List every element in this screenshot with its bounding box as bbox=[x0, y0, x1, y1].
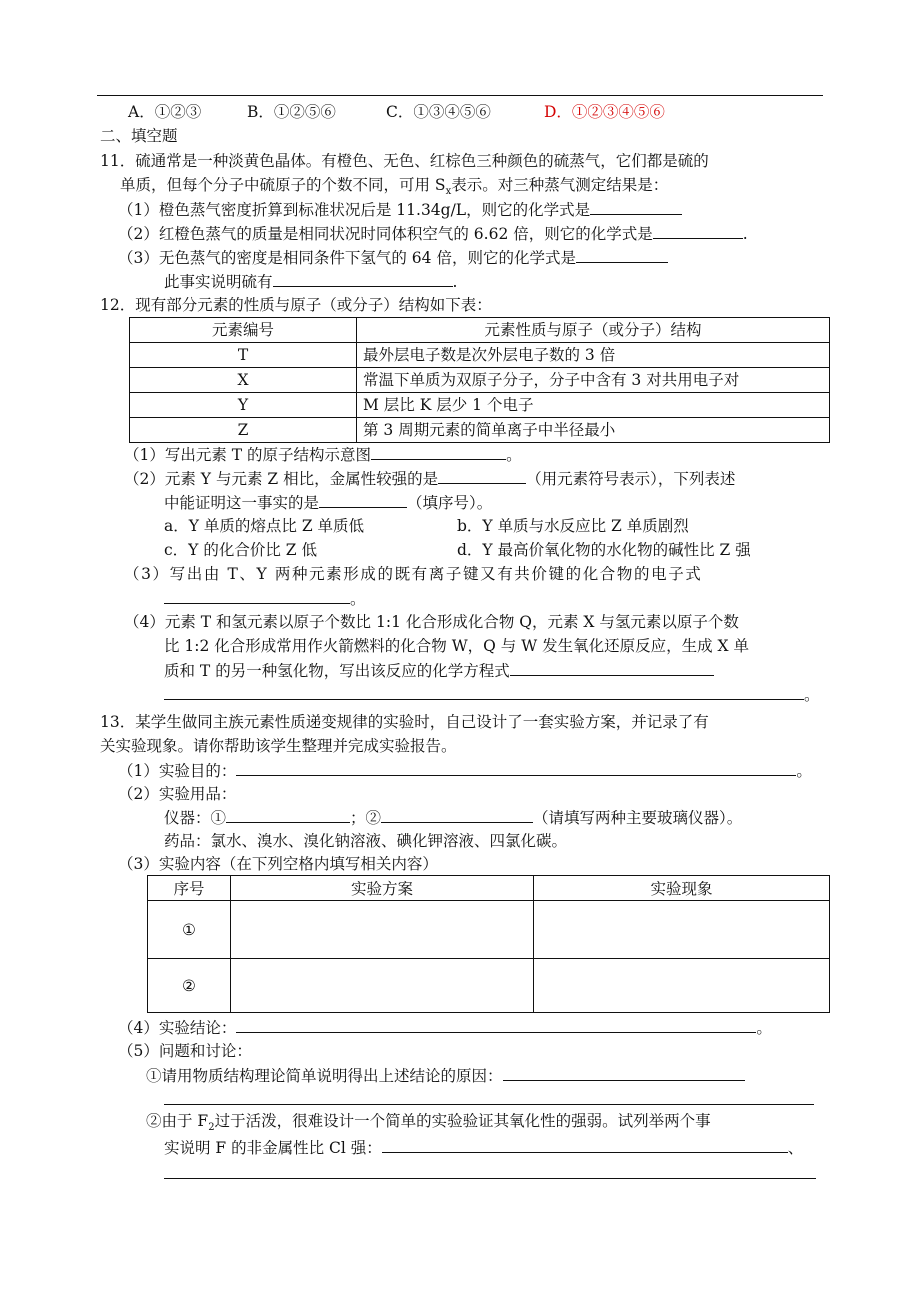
answer-blank[interactable] bbox=[236, 1016, 756, 1033]
q12-intro: 12．现有部分元素的性质与原子（或分子）结构如下表： bbox=[100, 296, 492, 314]
option-b: B．①②⑤⑥ bbox=[247, 103, 336, 121]
answer-blank[interactable] bbox=[438, 467, 526, 484]
plan-cell[interactable] bbox=[231, 959, 534, 1013]
q13-part2: （2）实验用品： bbox=[118, 785, 237, 803]
observation-cell[interactable] bbox=[534, 959, 830, 1013]
q11-part3: （3）无色蒸气的密度是相同条件下氢气的 64 倍，则它的化学式是 bbox=[118, 246, 668, 269]
q11-line1: 11．硫通常是一种淡黄色晶体。有橙色、无色、红棕色三种颜色的硫蒸气，它们都是硫的 bbox=[100, 152, 709, 170]
q11-part4: 此事实说明硫有 . bbox=[164, 270, 457, 293]
observation-cell[interactable] bbox=[534, 901, 830, 959]
q13-part1: （1）实验目的： 。 bbox=[118, 759, 812, 782]
answer-blank[interactable] bbox=[226, 806, 350, 823]
table-row: ② bbox=[148, 959, 830, 1013]
q12-part4-line1: （4）元素 T 和氢元素以原子个数比 1:1 化合形成化合物 Q，元素 X 与氢元素以原子个数 bbox=[124, 613, 739, 631]
answer-blank[interactable] bbox=[503, 1064, 745, 1081]
q12-option-b: b．Y 单质与水反应比 Z 单质剧烈 bbox=[457, 517, 689, 535]
q13-part3: （3）实验内容（在下列空格内填写相关内容） bbox=[118, 855, 438, 873]
q11-part1: （1）橙色蒸气密度折算到标准状况后是 11.34g/L，则它的化学式是 bbox=[118, 198, 682, 221]
table-header: 序号 bbox=[148, 876, 231, 901]
option-a: A．①②③ bbox=[128, 103, 202, 121]
table-header: 实验现象 bbox=[534, 876, 830, 901]
q12-part4-line3: 质和 T 的另一种氢化物，写出该反应的化学方程式 bbox=[164, 659, 714, 682]
answer-line bbox=[164, 1104, 814, 1105]
q12-part2-cont: 中能证明这一事实的是 （填序号）。 bbox=[164, 491, 492, 514]
q13-instruments: 仪器：① ；② （请填写两种主要玻璃仪器）。 bbox=[164, 806, 742, 829]
answer-blank[interactable] bbox=[382, 1136, 788, 1153]
answer-blank[interactable] bbox=[164, 683, 804, 700]
table-row: Y M 层比 K 层少 1 个电子 bbox=[130, 393, 830, 418]
q13-discussion2-cont: 实说明 F 的非金属性比 Cl 强： 、 bbox=[164, 1136, 803, 1159]
q12-option-d: d．Y 最高价氧化物的水化物的碱性比 Z 强 bbox=[457, 541, 751, 559]
q12-part4-line2: 比 1:2 化合形成常用作火箭燃料的化合物 W，Q 与 W 发生氧化还原反应，生成 X 单 bbox=[164, 637, 749, 655]
table-header: 实验方案 bbox=[231, 876, 534, 901]
answer-blank[interactable] bbox=[510, 659, 714, 676]
answer-blank[interactable] bbox=[576, 246, 668, 263]
q13-reagents: 药品：氯水、溴水、溴化钠溶液、碘化钾溶液、四氯化碳。 bbox=[164, 832, 568, 850]
answer-line bbox=[164, 1178, 816, 1179]
answer-blank[interactable] bbox=[653, 222, 743, 239]
q13-part5: （5）问题和讨论： bbox=[118, 1042, 252, 1060]
answer-blank[interactable] bbox=[236, 759, 796, 776]
q13-discussion1: ①请用物质结构理论简单说明得出上述结论的原因： bbox=[146, 1064, 745, 1087]
answer-blank[interactable] bbox=[273, 270, 453, 287]
element-table bbox=[129, 317, 830, 443]
table-row: X 常温下单质为双原子分子，分子中含有 3 对共用电子对 bbox=[130, 368, 830, 393]
table-header: 元素性质与原子（或分子）结构 bbox=[357, 318, 830, 343]
table-header: 元素编号 bbox=[130, 318, 357, 343]
section-title: 二、填空题 bbox=[100, 127, 178, 145]
option-c: C．①③④⑤⑥ bbox=[386, 103, 491, 121]
q12-part2: （2）元素 Y 与元素 Z 相比，金属性较强的是 （用元素符号表示），下列表述 bbox=[124, 467, 735, 490]
q13-line2: 关实验现象。请你帮助该学生整理并完成实验报告。 bbox=[100, 737, 457, 755]
q12-part3-blank: 。 bbox=[164, 587, 366, 610]
q12-option-c: c．Y 的化合价比 Z 低 bbox=[164, 541, 317, 559]
q12-option-a: a．Y 单质的熔点比 Z 单质低 bbox=[164, 517, 365, 535]
q13-part4: （4）实验结论： 。 bbox=[118, 1016, 772, 1039]
answer-blank[interactable] bbox=[381, 806, 533, 823]
table-row: ① bbox=[148, 901, 830, 959]
q11-line2: 单质，但每个分子中硫原子的个数不同，可用 $S_x$表示。对三种蒸气测定结果是： bbox=[120, 176, 669, 198]
q13-line1: 13．某学生做同主族元素性质递变规律的实验时，自己设计了一套实验方案，并记录了有 bbox=[100, 713, 709, 731]
experiment-table bbox=[147, 875, 830, 1013]
q12-part1: （1）写出元素 T 的原子结构示意图 。 bbox=[124, 443, 522, 466]
answer-blank[interactable] bbox=[371, 443, 506, 460]
q12-part3: （3）写出由 T、Y 两种元素形成的既有离子键又有共价键的化合物的电子式 bbox=[124, 565, 703, 583]
table-row: Z 第 3 周期元素的简单离子中半径最小 bbox=[130, 418, 830, 443]
q13-discussion2: ②由于 $F_2$过于活泼，很难设计一个简单的实验验证其氧化性的强弱。试列举两个事 bbox=[146, 1112, 711, 1134]
plan-cell[interactable] bbox=[231, 901, 534, 959]
q11-part2: （2）红橙色蒸气的质量是相同状况时同体积空气的 6.62 倍，则它的化学式是 . bbox=[118, 222, 748, 245]
header-rule bbox=[97, 95, 823, 96]
answer-blank[interactable] bbox=[164, 587, 350, 604]
q12-part4-blank: 。 bbox=[164, 683, 820, 706]
option-d-answer: D．①②③④⑤⑥ bbox=[544, 103, 665, 121]
answer-blank[interactable] bbox=[590, 198, 682, 215]
answer-blank[interactable] bbox=[319, 491, 407, 508]
table-row: T 最外层电子数是次外层电子数的 3 倍 bbox=[130, 343, 830, 368]
